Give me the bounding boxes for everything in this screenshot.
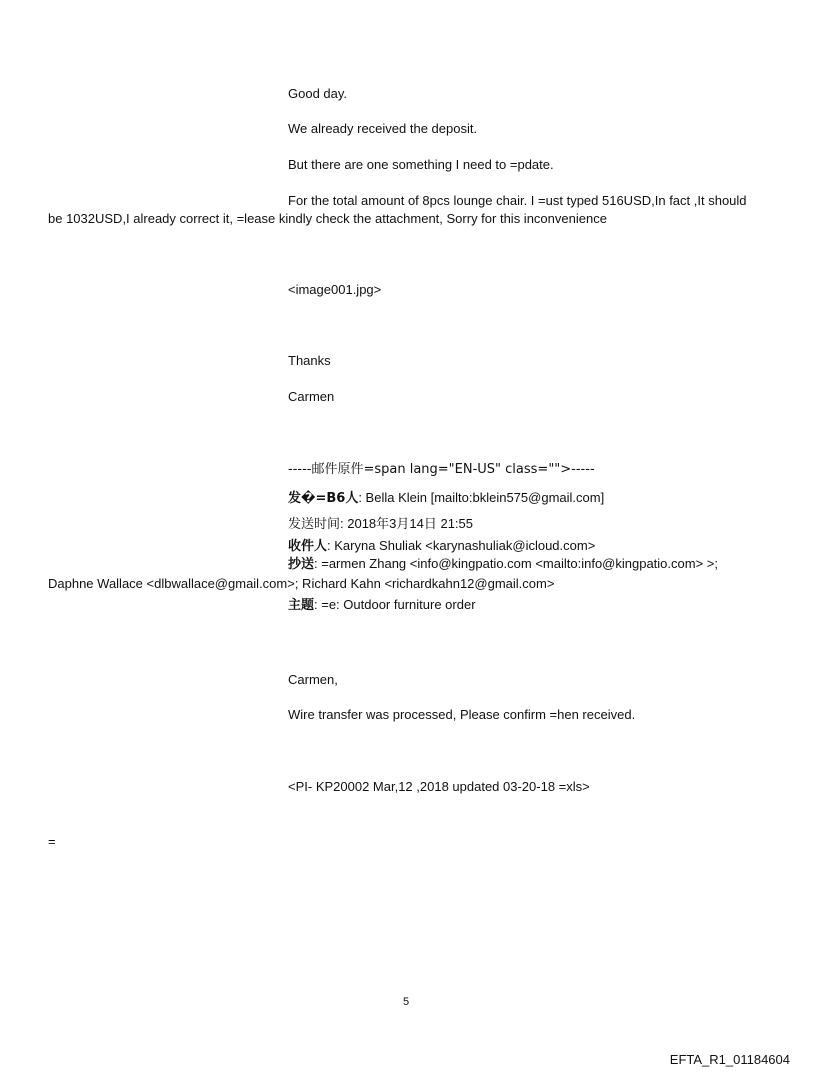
attachment-image-placeholder: <image001.jpg> <box>288 282 382 297</box>
stray-equals: = <box>48 834 56 849</box>
document-id: EFTA_R1_01184604 <box>669 1052 790 1067</box>
subject-label: 主题 <box>288 598 315 613</box>
email-paragraph-amount-line1: For the total amount of 8pcs lounge chair. I =ust typed 516USD,In fact ,It should <box>288 193 747 208</box>
header-to <box>288 538 595 555</box>
page-number: 5 <box>403 996 410 1008</box>
header-from <box>288 490 604 507</box>
email-signature: Carmen <box>288 389 335 404</box>
subject-value: : =e: Outdoor furniture order <box>314 597 476 612</box>
email-paragraph-deposit: We already received the deposit. <box>288 121 478 136</box>
reply-body: Wire transfer was processed, Please confirm =hen received. <box>288 707 636 722</box>
email-paragraph-update: But there are one something I need to =pdate. <box>288 157 554 172</box>
header-sent <box>288 516 473 533</box>
email-greeting: Good day. <box>288 86 348 101</box>
header-cc <box>288 556 718 573</box>
header-cc-continued: Daphne Wallace <dlbwallace@gmail.com>; Richard Kahn <richardkahn12@gmail.com> <box>48 576 555 591</box>
sent-value: : 2018年3月14日 21:55 <box>340 516 473 531</box>
cc-value-line1: : =armen Zhang <info@kingpatio.com <mailto:info@kingpatio.com> >; <box>314 556 718 571</box>
cc-label: 抄送 <box>288 557 315 572</box>
to-label: 收件人 <box>288 539 328 554</box>
from-label: 发�=B6人 <box>288 491 359 506</box>
header-subject <box>288 597 476 614</box>
attachment-xls-placeholder: <PI- KP20002 Mar,12 ,2018 updated 03-20-18 =xls> <box>288 779 590 794</box>
original-message-separator: -----邮件原件=span lang="EN-US" class="">----- <box>288 462 595 477</box>
to-value: : Karyna Shuliak <karynashuliak@icloud.com> <box>327 538 596 553</box>
email-thanks: Thanks <box>288 353 331 368</box>
reply-salutation: Carmen, <box>288 672 338 687</box>
sent-label: 发送时间 <box>288 517 341 532</box>
email-paragraph-amount-line2: be 1032USD,I already correct it, =lease kindly check the attachment, Sorry for this inconvenience <box>48 211 607 226</box>
from-value: : Bella Klein [mailto:bklein575@gmail.com] <box>358 490 605 505</box>
